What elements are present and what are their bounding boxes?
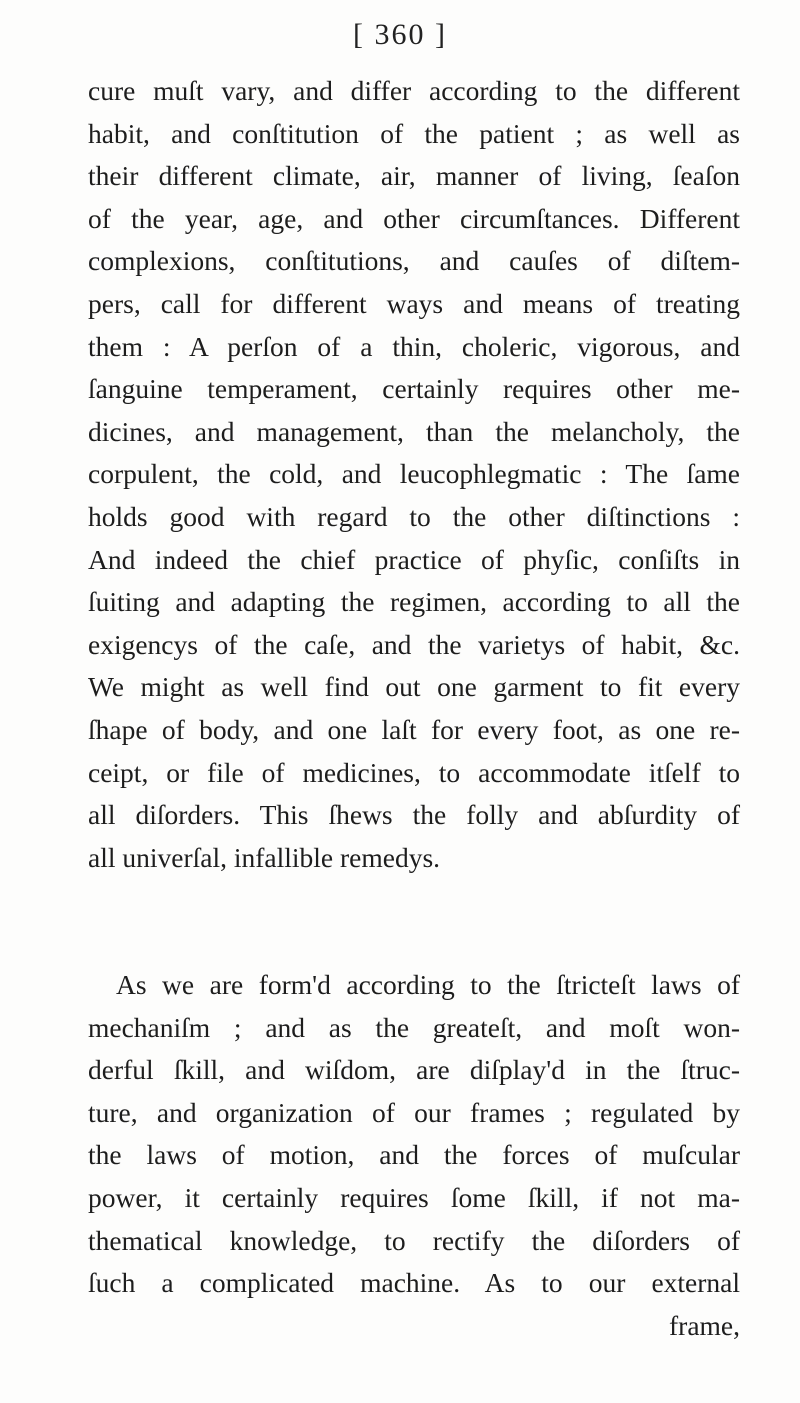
text-line: ſhape of body, and one laſt for every foot, as one re- — [88, 713, 740, 745]
text-line: ſuiting and adapting the regimen, according to all the — [88, 586, 740, 618]
text-line: the laws of motion, and the forces of muſcular — [88, 1139, 740, 1171]
page-number: [ 360 ] — [353, 18, 447, 51]
text-line: ture, and organization of our frames ; regulated by — [88, 1096, 740, 1128]
text-line: ſanguine temperament, certainly requires other me- — [88, 373, 740, 405]
text-line: derful ſkill, and wiſdom, are diſplay'd in the ſtruc- — [88, 1054, 740, 1086]
text-line: We might as well find out one garment to fit every — [88, 671, 740, 703]
text-line: And indeed the chief practice of phyſic, conſiſts in — [88, 543, 740, 575]
paragraph-1 — [88, 70, 740, 879]
text-line: exigencys of the caſe, and the varietys of habit, &c. — [88, 628, 740, 660]
text-line: mechaniſm ; and as the greateſt, and moſt won- — [88, 1011, 740, 1043]
text-line: of the year, age, and other circumſtances. Different — [88, 202, 740, 234]
text-line: power, it certainly requires ſome ſkill, if not ma- — [88, 1181, 740, 1213]
text-line: dicines, and management, than the melancholy, the — [88, 415, 740, 447]
text-line: ceipt, or file of medicines, to accommodate itſelf to — [88, 756, 740, 788]
catchword: frame, — [669, 1309, 740, 1341]
text-line: them : A perſon of a thin, choleric, vigorous, and — [88, 330, 740, 362]
text-line: cure muſt vary, and differ according to the different — [88, 75, 740, 106]
text-line: habit, and conſtitution of the patient ; as well as — [88, 117, 740, 149]
text-line: As we are form'd according to the ſtricteſt laws of — [116, 969, 740, 1000]
text-line: all diſorders. This ſhews the folly and abſurdity of — [88, 799, 740, 831]
text-line: pers, call for different ways and means of treating — [88, 287, 740, 319]
text-line: all univerſal, infallible remedys. — [88, 841, 441, 873]
text-line: their different climate, air, manner of living, ſeaſon — [88, 160, 740, 192]
text-line: complexions, conſtitutions, and cauſes of diſtem- — [88, 245, 740, 277]
text-line: ſuch a complicated machine. As to our external — [88, 1267, 740, 1299]
text-line: holds good with regard to the other diſtinctions : — [88, 500, 740, 532]
text-line: corpulent, the cold, and leucophlegmatic : The ſame — [88, 458, 740, 490]
paragraph-2 — [88, 964, 740, 1347]
text-line: thematical knowledge, to rectify the diſorders of — [88, 1224, 740, 1256]
